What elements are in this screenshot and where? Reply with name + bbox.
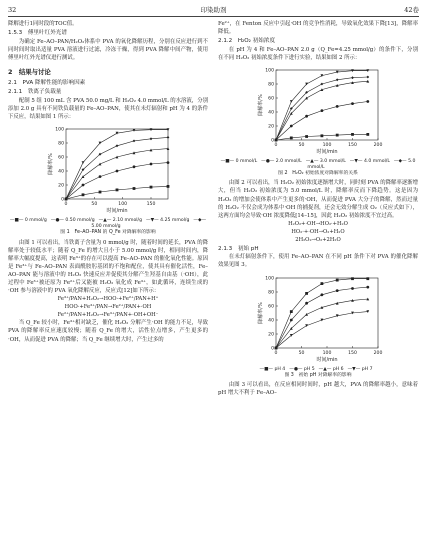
section-heading: 1.5.3 傅里叶红外光谱 (8, 30, 67, 37)
data-point (321, 134, 324, 137)
data-point (305, 313, 308, 316)
legend-entry: —▼— pH 7 (347, 366, 373, 372)
legend-entry: —▼— 4.25 mmol/g (146, 218, 190, 224)
equation: H₂O₂+·OH→HO₂·+H₂O (288, 220, 348, 227)
data-point (167, 136, 170, 139)
x-tick-label: 150 (348, 142, 357, 148)
x-tick-label: 100 (322, 350, 332, 356)
x-tick-label: 100 (118, 202, 128, 208)
y-tick-label: 100 (265, 276, 274, 282)
data-point (366, 75, 369, 78)
data-point (351, 277, 354, 280)
y-tick-label: 0 (61, 197, 64, 203)
legend-entry: —◆— 5.0 mmol/L (307, 158, 416, 170)
chart-3 (218, 272, 418, 367)
x-tick-label: 50 (298, 350, 305, 356)
series-line (276, 278, 368, 347)
y-axis-label: 降解率/% (258, 94, 264, 116)
legend-entry: —▲— 2.10 mmol/g (98, 218, 142, 224)
y-tick-label: 60 (268, 96, 274, 102)
data-point (351, 102, 354, 105)
data-point (321, 282, 324, 285)
x-tick-label: 0 (64, 202, 68, 208)
data-point (366, 100, 369, 103)
legend-entry: —▲— pH 6 (318, 366, 344, 372)
data-point (99, 163, 102, 166)
volume-label: 42卷 (404, 6, 419, 14)
data-point (305, 301, 308, 304)
left-column (8, 20, 208, 344)
data-point (305, 135, 308, 138)
data-point (150, 186, 153, 189)
legend-entry: —▼— 4.0 mmol/L (349, 158, 390, 164)
x-axis-label: 时间/min (316, 356, 338, 363)
data-point (133, 187, 136, 190)
data-point (321, 82, 324, 85)
paragraph: Fe²⁺，在 Fenton 反应中引起·OH 的竞争性消耗，导致氧化效果下降[13]，降解率降低。 (218, 21, 418, 36)
paragraph: 降解进行1同时段的TOC值。 (8, 21, 78, 27)
legend-entry: —●— pH 5 (289, 366, 315, 372)
data-point (336, 278, 339, 281)
figure-3 (218, 272, 418, 380)
data-point (290, 310, 293, 313)
series-line (276, 311, 368, 347)
figure-caption: 图 1 Fe–AO–PAN 的 Q_Fe 对降解率的影响 (60, 230, 156, 236)
x-tick-label: 200 (373, 350, 383, 356)
data-point (351, 287, 354, 290)
section-heading: 2.1 PVA 降解性能的影响因素 (8, 79, 86, 86)
section-heading: 2 结果与讨论 (8, 67, 51, 76)
series-line (276, 287, 368, 348)
paragraph: 由图 3 可以看出，在反应相同时间时，pH 越大，PVA 的降解率越小，意味着 pH 增大不利于 Fe–AO– (218, 382, 418, 397)
y-tick-label: 0 (271, 138, 274, 144)
data-point (116, 145, 119, 148)
equation: Fe²⁺/PAN+H₂O₂→Fe³⁺/PAN+·OH+OH⁻ (57, 312, 159, 319)
x-tick-label: 150 (146, 202, 156, 208)
y-tick-label: 100 (265, 68, 274, 74)
page-number: 32 (8, 6, 17, 14)
section-heading: 2.1.2 H₂O₂ 初始浓度 (218, 38, 276, 45)
equation: HO₂·+·OH→O₂+H₂O (291, 228, 345, 235)
series-line (276, 71, 368, 140)
data-point (336, 105, 339, 108)
y-tick-label: 40 (268, 110, 274, 116)
data-point (351, 133, 354, 136)
data-point (290, 100, 293, 103)
figure-caption: 图 2 H₂O₂ 初始浓度对降解率的关系 (278, 170, 358, 176)
y-axis-label: 降解率/% (258, 301, 264, 324)
equation: Fe³⁺/PAN+H₂O₂→HOO·+Fe²⁺/PAN+H⁺ (57, 296, 159, 303)
data-point (82, 161, 85, 164)
legend-entry: —●— 2.0 mmol/L (261, 158, 302, 164)
data-point (133, 140, 136, 143)
legend-entry: —■— 0 mmol/g (9, 218, 47, 224)
equation: 2H₂O₂→O₂+2H₂O (295, 236, 341, 243)
data-point (336, 78, 339, 81)
x-tick-label: 150 (348, 350, 357, 356)
figure-1 (8, 123, 208, 237)
y-tick-label: 60 (268, 304, 274, 310)
data-point (321, 109, 324, 112)
data-point (366, 285, 369, 288)
y-tick-label: 80 (268, 82, 274, 88)
data-point (116, 189, 119, 192)
paragraph: 由图 1 可以看出，当铁离子含量为 0 mmol/g 时，随着时间的延长，PVA 的降解率处于较低水平；随着 Q_Fe 的增大且小于 5.00 mmol/g 时，相同时间内，降解率大幅度提高，这表明 Fe³⁺的存在可以提高 Fe–AO–PAN 的催化氧化性能。原因是 Fe³⁺与 Fe–AO–PAN 表面酰胺肟基团的不饱和配位，使其具有催化活性，Fe–AO–PAN 能与溶液中的 H₂O₂ 快速反应并促使其分解产生羟基自由基（·OH），此过程中 Fe³⁺被还原为 Fe²⁺后又能被 H₂O₂ 氧化成 Fe³⁺，如此循环，连续生成的·OH 参与溶液中的 PVA 氧化降解反应，反应式[12]如下所示： (8, 239, 208, 295)
data-point (305, 292, 308, 295)
data-point (290, 136, 293, 139)
data-point (167, 185, 170, 188)
chart-2 (218, 64, 418, 159)
x-tick-label: 50 (91, 202, 98, 208)
data-point (321, 293, 324, 296)
series-line (66, 187, 168, 200)
paragraph: 为确定 Fe–AO–PAN/H₂O₂体系中 PVA 的氧化降解历程，分别在反应进行到不同时间时取出适量 PVA 溶液进行过滤，冷冻干燥，得到 PVA 降解中间产物，使用傅里叶红外光谱仪进行测试。 (8, 38, 208, 61)
plot-frame (276, 70, 378, 140)
x-tick-label: 200 (373, 142, 383, 148)
legend-entry: —■— 0 mmol/L (220, 158, 258, 164)
data-point (99, 191, 102, 194)
y-tick-label: 100 (55, 127, 64, 133)
data-point (336, 289, 339, 292)
equation: HOO·+Fe³⁺/PAN→Fe²⁺/PAN+·OH (64, 304, 152, 311)
section-heading: 2.1.3 初始 pH (218, 245, 259, 252)
y-tick-label: 40 (58, 169, 64, 175)
data-point (116, 170, 119, 173)
series-line (66, 163, 168, 199)
y-tick-label: 60 (58, 155, 64, 161)
y-tick-label: 80 (58, 141, 64, 147)
data-point (366, 277, 369, 280)
legend-entry: —●— 0.50 mmol/g (50, 218, 95, 224)
data-point (305, 96, 308, 99)
data-point (150, 138, 153, 141)
data-point (366, 133, 369, 136)
series-line (276, 77, 368, 140)
x-tick-label: 50 (298, 142, 305, 148)
y-tick-label: 20 (58, 183, 64, 189)
page-header (8, 4, 419, 17)
data-point (305, 115, 308, 118)
y-axis-label: 降解率/% (48, 153, 54, 175)
x-tick-label: 0 (274, 142, 278, 148)
legend-entry: —◆— 5.00 mmol/g (91, 218, 207, 230)
paragraph: 配制 5 组 100 mL 含 PVA 50.0 mg/L 和 H₂O₂ 4.0 mmol/L 的水溶液，分别添加 2.0 g 具有不同铁负载量的 Fe–AO–PAN，使其在未灯辐射和 pH 为 4 的条件下反应，结果如图 1 所示： (8, 97, 208, 121)
y-tick-label: 80 (268, 290, 274, 296)
paragraph: 在未灯辐射条件下，使用 Fe–AO–PAN 在不同 pH 条件下对 PVA 的催化降解效果见图 3。 (218, 254, 418, 269)
y-tick-label: 20 (268, 124, 274, 130)
data-point (82, 184, 85, 187)
figure-2 (218, 64, 418, 178)
y-tick-label: 40 (268, 318, 274, 324)
right-column (218, 20, 418, 397)
paragraph: 由图 2 可以看出，当 H₂O₂ 初始浓度逐渐增大时，同时刻 PVA 的降解率逐渐增大，但当 H₂O₂ 初始浓度为 5.0 mmol/L 时，降解率反而下降趋势。这是因为 H₂O₂ 的增加会使体系中产生更多的·OH，从而促进 PVA 大分子的降解，然而过量的 H₂O₂ 不仅会成为体系中·OH 的捕捉剂，还会无效分解生成 O₂（反应式如下），这两方面均会导致·OH 浓度降低[14–15]，因此 H₂O₂ 初始浓度不宜过高。 (218, 180, 418, 219)
data-point (133, 166, 136, 169)
paragraph: 在 pH 为 4 和 Fe–AO–PAN 2.0 g（Q_Fe=4.25 mmol/g）的条件下，分别在不同 H₂O₂ 初始浓度条件下进行实验，结果如图 2 所示： (218, 46, 418, 61)
x-tick-label: 100 (322, 142, 332, 148)
paragraph: 当 Q_Fe 较小时，Fe³⁺相对缺乏，催化 H₂O₂ 分解产生·OH 的能力不足，导致 PVA 的降解率反应速度较慢；随着 Q_Fe 的增大，活性位点增多，产生更多的·OH，从而促进 PVA 的降解；当 Q_Fe 继续增大时，产生过多的 (8, 320, 208, 343)
data-point (167, 161, 170, 164)
data-point (290, 124, 293, 127)
data-point (351, 76, 354, 79)
data-point (150, 163, 153, 166)
x-tick-label: 0 (274, 350, 278, 356)
chart-legend (218, 159, 418, 171)
data-point (290, 318, 293, 321)
x-axis-label: 时间/min (106, 208, 128, 215)
data-point (99, 175, 102, 178)
y-tick-label: 20 (268, 332, 274, 338)
chart-legend (8, 218, 208, 230)
data-point (336, 134, 339, 137)
chart-1 (8, 123, 208, 218)
figure-caption: 图 3 初始 pH 对降解率的影响 (284, 372, 352, 378)
x-axis-label: 时间/min (316, 148, 338, 155)
section-heading: 2.1.1 铁离子负载量 (8, 89, 62, 96)
legend-entry: —■— pH 4 (259, 366, 286, 372)
data-point (82, 194, 85, 197)
legend-entry: —▲— 3.0 mmol/L (305, 158, 346, 164)
journal-name: 印染助剂 (200, 6, 227, 14)
y-tick-label: 0 (271, 346, 274, 352)
